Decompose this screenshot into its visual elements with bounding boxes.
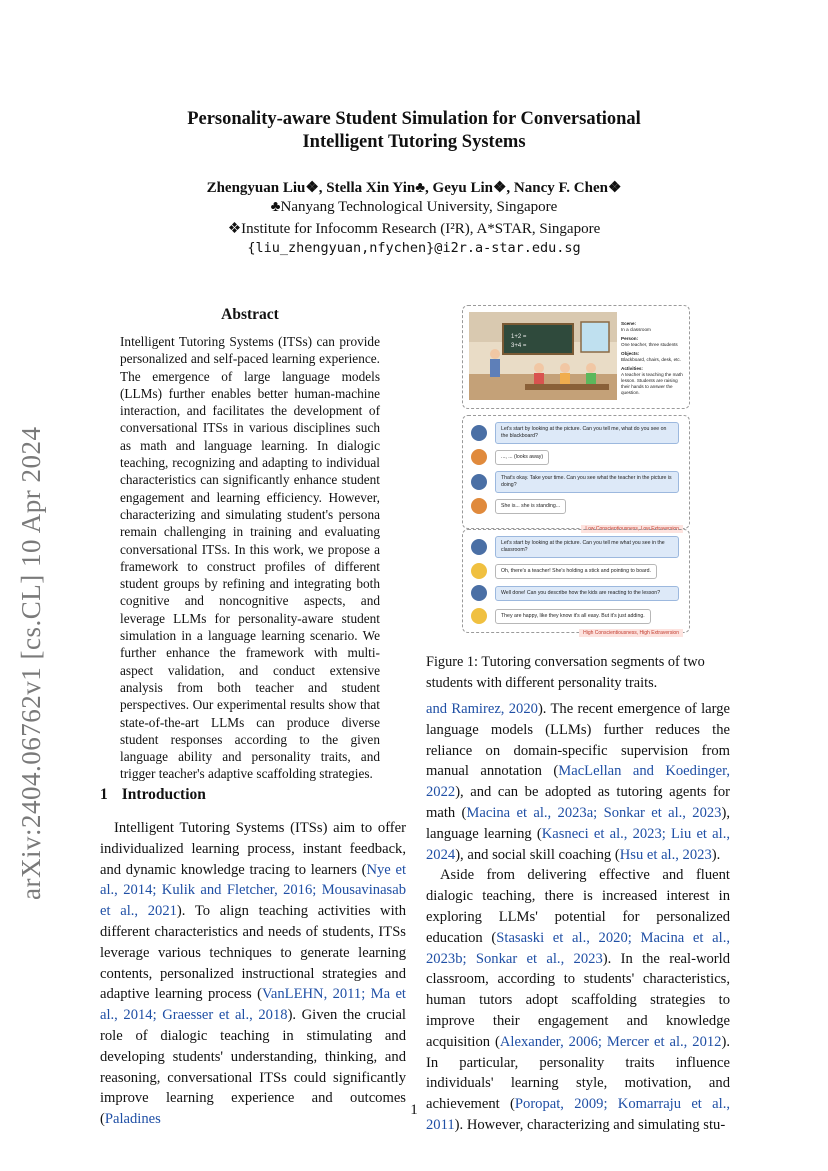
- activities-value: A teacher is teaching the math lesson. Students are raising their hands to answer the question.: [621, 372, 683, 395]
- dialog-panel-low: [462, 415, 690, 532]
- abstract-text: Intelligent Tutoring Systems (ITSs) can provide personalized and self-paced learning experience. The emergence of large language models (LLMs) further enables better human-machine interaction, and facilitates the development of conversational ITSs in various disciplines such as math and language learning. In dialogic teaching, recognizing and adapting to individual characteristics can significantly enhance student engagement and learning efficiency. However, characterizing and simulating student's persona remain challenging in training and evaluating conversational ITSs. In this work, we propose a framework to construct profiles of different student groups by refining and integrating both cognitive and noncognitive aspects, and leverage LLMs for personality-aware student simulation in a language learning scenario. We further enhance the framework with multi-aspect validation, and conduct extensive analysis from both teacher and student perspectives. Our experimental results show that state-of-the-art LLMs can produce diverse student responses according to the given language ability and personality traits, and trigger teacher's adaptive scaffolding strategies.: [120, 334, 380, 782]
- scene-value: In a classroom: [621, 327, 651, 332]
- body-text: ). In the real-world classroom, according to students' characteristics, human tutors adopt scaffolding strategies to improve their engagement and knowledge acquisition (: [426, 950, 731, 1050]
- title-line-1: Personality-aware Student Simulation for Conversational: [187, 109, 641, 129]
- figure-1: [462, 305, 690, 635]
- citation-link[interactable]: Poropat, 2009; Komarraju et al., 2011: [426, 1096, 730, 1133]
- section-heading-introduction: [100, 786, 220, 804]
- student-bubble: ..., ... (looks away): [495, 450, 549, 465]
- citation-link[interactable]: Stasaski et al., 2020; Macina et al., 2023b; Sonkar et al., 2023: [426, 929, 730, 967]
- intro-paragraph-2: [426, 865, 730, 1135]
- svg-text:1+2 =: 1+2 =: [511, 334, 527, 340]
- citation-link[interactable]: MacLellan and Koedinger, 2022: [426, 763, 731, 801]
- student-avatar-icon: [471, 498, 487, 514]
- body-text: ), and social skill coaching (: [455, 846, 620, 863]
- author-list: Zhengyuan Liu❖, Stella Xin Yin♣, Geyu Lin❖, Nancy F. Chen❖: [206, 180, 622, 196]
- dialog-row-student: [471, 608, 651, 624]
- student-bubble: She is... she is standing...: [495, 499, 566, 514]
- page-number: 1: [410, 1102, 418, 1118]
- dialog-row-teacher: [471, 422, 679, 444]
- student-bubble: They are happy, like they know it's all easy. But it's just adding.: [495, 609, 651, 624]
- objects-value: Blackboard, chairs, desk, etc.: [621, 357, 682, 362]
- body-text: Aside from delivering effective and fluent dialogic teaching, there is increased interest in exploring LLMs' potential for personalized education (: [426, 867, 730, 946]
- citation-link[interactable]: and Ramirez, 2020: [426, 701, 538, 717]
- body-text: ). However, characterizing and simulating stu-: [454, 1116, 726, 1133]
- teacher-avatar-icon: [471, 474, 487, 490]
- abstract-heading: Abstract: [221, 306, 279, 323]
- body-text: ).: [711, 846, 721, 863]
- teacher-bubble: Let's start by looking at the picture. Can you tell me, what do you see on the blackboard?: [495, 422, 679, 444]
- teacher-avatar-icon: [471, 425, 487, 441]
- objects-label: Objects:: [621, 351, 640, 356]
- body-text: ). The recent emergence of large language models (LLMs) further reduces the reliance on domain-specific supervision from manual annotation (: [426, 701, 730, 780]
- citation-link[interactable]: Paladines: [104, 1111, 161, 1128]
- activities-label: Activities:: [621, 366, 643, 371]
- affiliation-ntu: ♣Nanyang Technological University, Singapore: [270, 199, 558, 215]
- teacher-bubble: Well done! Can you describe how the kids are reacting to the lesson?: [495, 586, 679, 601]
- scene-panel: [462, 305, 690, 409]
- body-text: ). To align teaching activities with different characteristics and needs of students, ITSs leverage various techniques to generate learning contents, personalized instructional strategies and adaptive learning process (: [100, 903, 406, 1003]
- dialog-row-student: [471, 563, 657, 579]
- teacher-avatar-icon: [471, 585, 487, 601]
- citation-link[interactable]: Hsu et al., 2023: [619, 846, 712, 863]
- citation-link[interactable]: Nye et al., 2014; Kulik and Fletcher, 2016; Mousavinasab et al., 2021: [100, 861, 406, 920]
- dialog-row-teacher: [471, 536, 679, 558]
- student-avatar-icon: [471, 563, 487, 579]
- citation-link[interactable]: Alexander, 2006; Mercer et al., 2012: [499, 1033, 722, 1050]
- arxiv-stamp: arXiv:2404.06762v1 [cs.CL] 10 Apr 2024: [16, 426, 46, 900]
- student-avatar-icon: [471, 449, 487, 465]
- author-email: {liu_zhengyuan,nfychen}@i2r.a-star.edu.sg: [247, 240, 581, 256]
- dialog-row-teacher: [471, 585, 679, 601]
- scene-label: Scene:: [621, 321, 637, 326]
- body-text: ). In particular, personality traits influence individuals' learning style, motivation, and achievement (: [426, 1033, 730, 1113]
- paper-title: [0, 108, 828, 154]
- section-title: Introduction: [121, 786, 206, 803]
- personality-tag-low: Low Conscientiousness, Low Extraversion: [581, 525, 683, 533]
- intro-paragraph-1-cont: [426, 699, 730, 865]
- citation-link[interactable]: VanLEHN, 2011; Ma et al., 2014; Graesser et al., 2018: [100, 986, 406, 1024]
- affiliation-i2r: ❖Institute for Infocomm Research (I²R), A*STAR, Singapore: [227, 221, 601, 237]
- intro-left-column: [100, 818, 406, 1130]
- body-text: ), language learning (: [426, 804, 730, 842]
- classroom-illustration: [469, 312, 617, 400]
- citation-link[interactable]: Kasneci et al., 2023; Liu et al., 2024: [426, 825, 730, 863]
- teacher-bubble: Let's start by looking at the picture. Can you tell me what you see in the classroom?: [495, 536, 679, 558]
- dialog-row-student: [471, 498, 566, 514]
- section-number: 1: [100, 786, 108, 803]
- citation-link[interactable]: Macina et al., 2023a; Sonkar et al., 2023: [466, 804, 722, 821]
- dialog-panel-high: [462, 529, 690, 636]
- dialog-row-student: [471, 449, 549, 465]
- student-avatar-icon: [471, 608, 487, 624]
- svg-text:3+4 =: 3+4 =: [511, 343, 527, 349]
- intro-right-column: [426, 699, 730, 1136]
- teacher-bubble: That's okay. Take your time. Can you see what the teacher in the picture is doing?: [495, 471, 679, 493]
- figure-caption: Figure 1: Tutoring conversation segments of two students with different personality traits.: [426, 654, 705, 691]
- person-value: One teacher, three students: [621, 342, 678, 347]
- teacher-avatar-icon: [471, 539, 487, 555]
- body-text: ). Given the crucial role of dialogic teaching in stimulating and developing students' understanding, thinking, and reasoning, conversational ITSs could significantly improve learning experience and outcomes (: [100, 1007, 406, 1128]
- personality-tag-high: High Conscientiousness, High Extraversion: [579, 629, 683, 637]
- person-label: Person:: [621, 336, 639, 341]
- dialog-row-teacher: [471, 471, 679, 493]
- body-text: ), and can be adopted as tutoring agents for math (: [426, 784, 730, 821]
- body-text: Intelligent Tutoring Systems (ITSs) aim to offer individualized learning process, instant feedback, and dynamic knowledge tracing to learners (: [100, 820, 406, 878]
- title-line-2: Intelligent Tutoring Systems: [302, 132, 526, 152]
- scene-description: [621, 318, 685, 396]
- student-bubble: Oh, there's a teacher! She's holding a stick and pointing to board.: [495, 564, 657, 579]
- intro-paragraph-1: [100, 818, 406, 1130]
